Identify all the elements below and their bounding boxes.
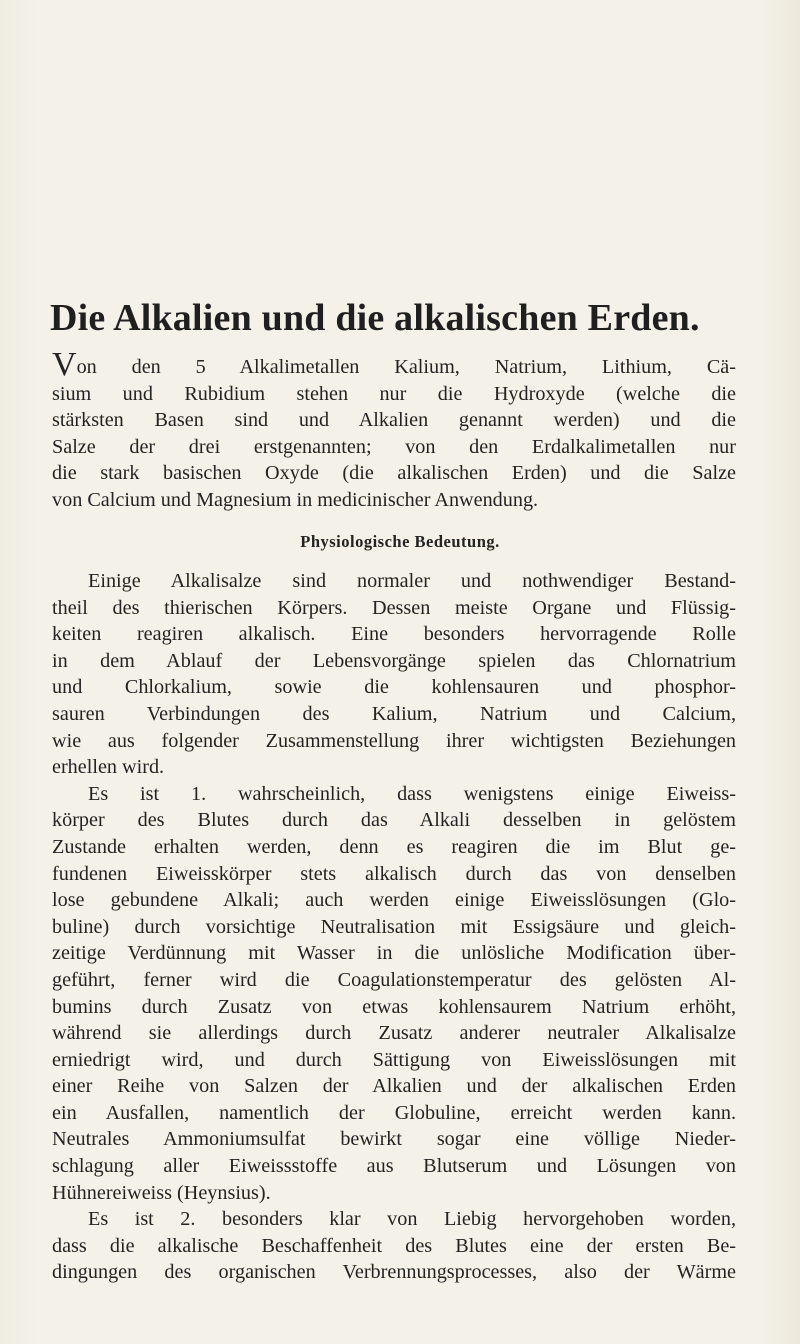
body-line: Einige Alkalisalze sind normaler und nothwendiger Bestand- xyxy=(88,570,736,592)
body-line: Hühnereiweiss (Heynsius). xyxy=(52,1181,271,1204)
intro-line-5: die stark basischen Oxyde (die alkalischen Erden) und die Salze xyxy=(52,462,736,485)
intro-line-2: sium und Rubidium stehen nur die Hydroxyde (welche die xyxy=(52,382,736,405)
drop-cap: V xyxy=(52,346,77,383)
body-line: buline) durch vorsichtige Neutralisation mit Essigsäure und gleich- xyxy=(52,915,736,938)
page-title: Die Alkalien und die alkalischen Erden. xyxy=(50,297,700,339)
body-line: erniedrigt wird, und durch Sättigung von Eiweisslösungen mit xyxy=(52,1048,736,1071)
body-line: körper des Blutes durch das Alkali desselben in gelöstem xyxy=(52,809,736,832)
intro-line-1: Von den 5 Alkalimetallen Kalium, Natrium, Lithium, Cä- xyxy=(52,346,736,383)
body-line: bumins durch Zusatz von etwas kohlensaurem Natrium erhöht, xyxy=(52,995,736,1018)
body-line: erhellen wird. xyxy=(52,756,165,779)
body-paragraphs xyxy=(52,568,736,1286)
body-line: Es ist 2. besonders klar von Liebig hervorgehoben worden, xyxy=(88,1208,736,1231)
body-line: fundenen Eiweisskörper stets alkalisch durch das von denselben xyxy=(52,862,736,885)
intro-line-6: von Calcium und Magnesium in medicinischer Anwendung. xyxy=(52,488,539,511)
body-line: dass die alkalische Beschaffenheit des Blutes eine der ersten Be- xyxy=(52,1234,736,1257)
body-line: dingungen des organischen Verbrennungsprocesses, also der Wärme xyxy=(52,1261,736,1284)
intro-line-4: Salze der drei erstgenannten; von den Erdalkalimetallen nur xyxy=(52,435,736,458)
body-line: Es ist 1. wahrscheinlich, dass wenigstens einige Eiweiss- xyxy=(88,782,736,805)
body-line: sauren Verbindungen des Kalium, Natrium und Calcium, xyxy=(52,702,736,725)
body-line: und Chlorkalium, sowie die kohlensauren und phosphor- xyxy=(52,676,736,699)
body-line: geführt, ferner wird die Coagulationstemperatur des gelösten Al- xyxy=(52,968,736,991)
body-line: zeitige Verdünnung mit Wasser in die unlösliche Modification über- xyxy=(52,942,736,965)
body-line: Neutrales Ammoniumsulfat bewirkt sogar eine völlige Nieder- xyxy=(52,1128,736,1151)
intro-paragraph xyxy=(52,346,736,514)
body-line: keiten reagiren alkalisch. Eine besonders hervorragende Rolle xyxy=(52,623,736,646)
body-line: theil des thierischen Körpers. Dessen meiste Organe und Flüssig- xyxy=(52,596,736,619)
body-line: ein Ausfallen, namentlich der Globuline, erreicht werden kann. xyxy=(52,1101,736,1124)
body-line: wie aus folgender Zusammenstellung ihrer wichtigsten Beziehungen xyxy=(52,729,736,752)
body-line: schlagung aller Eiweissstoffe aus Blutserum und Lösungen von xyxy=(52,1155,736,1178)
body-line: einer Reihe von Salzen der Alkalien und der alkalischen Erden xyxy=(52,1075,736,1098)
body-line: Zustande erhalten werden, denn es reagiren die im Blut ge- xyxy=(52,835,736,858)
body-line: während sie allerdings durch Zusatz anderer neutraler Alkalisalze xyxy=(52,1022,736,1045)
body-line: in dem Ablauf der Lebensvorgänge spielen das Chlornatrium xyxy=(52,649,736,672)
section-heading: Physiologische Bedeutung. xyxy=(300,532,500,551)
intro-line-3: stärksten Basen sind und Alkalien genannt werden) und die xyxy=(52,409,736,432)
body-line: lose gebundene Alkali; auch werden einige Eiweisslösungen (Glo- xyxy=(52,889,736,912)
